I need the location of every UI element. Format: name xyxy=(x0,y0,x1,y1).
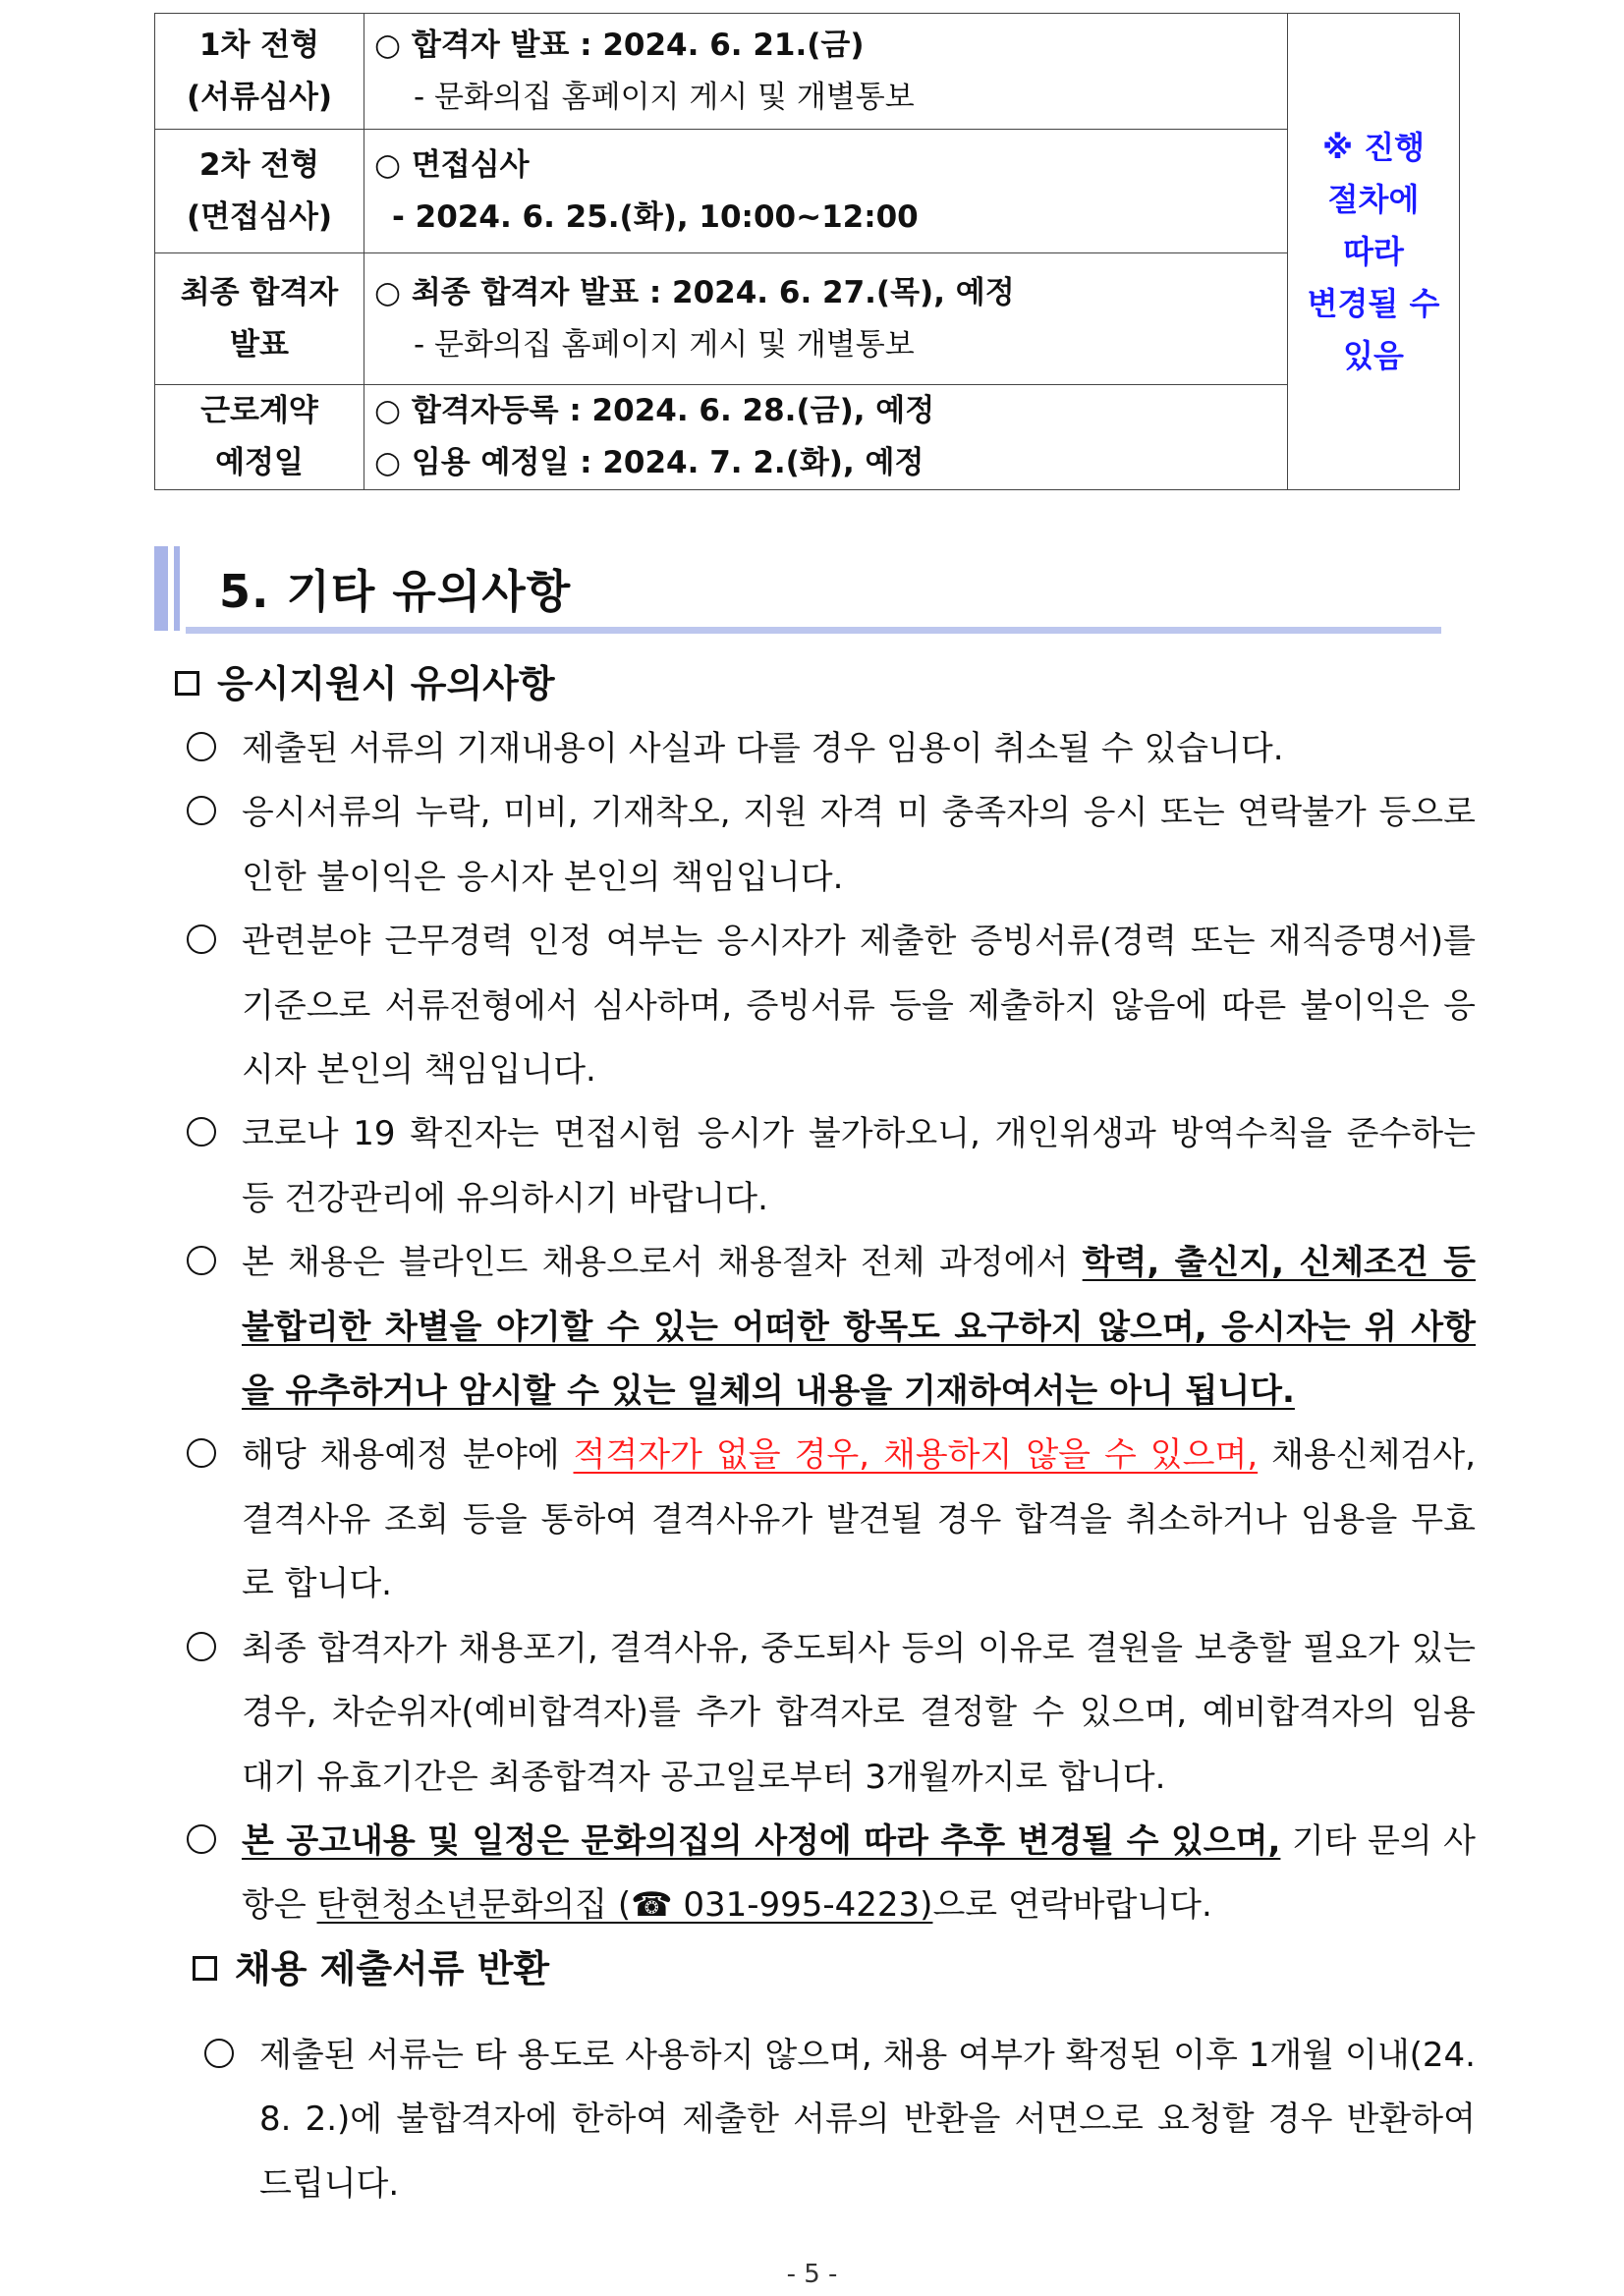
section-title: 5. 기타 유의사항 xyxy=(219,565,572,618)
stage-label: 발표 xyxy=(230,326,289,363)
table-row xyxy=(155,253,1460,385)
note-line: 있음 xyxy=(1343,336,1404,374)
list-item xyxy=(187,1102,1476,1231)
item-text: 관련분야 근무경력 인정 여부는 응시자가 제출한 증빙서류(경력 또는 재직증명서)를 기준으로 서류전형에서 심사하며, 증빙서류 등을 제출하지 않음에 따른 불이익은 응시자 본인의 책임입니다. xyxy=(242,922,1476,1091)
circle-bullet-icon xyxy=(187,1824,216,1854)
stage-label: 최종 합격자 xyxy=(180,274,339,310)
circle-bullet-icon xyxy=(187,796,216,825)
heading-accent-bar xyxy=(174,546,180,631)
item-text: 본 채용은 블라인드 채용으로서 채용절차 전체 과정에서 xyxy=(242,1243,1083,1283)
square-bullet-icon xyxy=(175,671,199,696)
circle-bullet-icon xyxy=(187,732,216,761)
detail-cell xyxy=(364,253,1288,385)
item-text: 코로나 19 확진자는 면접시험 응시가 불가하오니, 개인위생과 방역수칙을 준수하는 등 건강관리에 유의하시기 바랍니다. xyxy=(242,1114,1476,1218)
list-item xyxy=(187,910,1476,1102)
stage-label: 2차 전형 xyxy=(198,146,320,183)
detail-line: - 2024. 6. 25.(화), 10:00~12:00 xyxy=(392,198,919,235)
note-line: 절차에 xyxy=(1327,180,1420,218)
square-bullet-icon xyxy=(193,1956,217,1981)
stage-cell xyxy=(155,130,364,253)
circle-bullet-icon xyxy=(204,2039,234,2068)
item-text: 으로 연락바랍니다. xyxy=(932,1885,1212,1926)
table-row xyxy=(155,130,1460,253)
stage-cell xyxy=(155,385,364,490)
detail-line: ○ 최종 합격자 발표 : 2024. 6. 27.(목), 예정 xyxy=(374,274,1015,310)
item-text: 최종 합격자가 채용포기, 결격사유, 중도퇴사 등의 이유로 결원을 보충할 필요가 있는 경우, 차순위자(예비합격자)를 추가 합격자로 결정할 수 있으며, 예비합격자의 임용 대기 유효기간은 최종합격자 공고일로부터 3개월까지로 합니다. xyxy=(242,1628,1476,1797)
stage-label: (서류심사) xyxy=(186,79,333,115)
list-item xyxy=(187,1810,1476,1938)
list-item xyxy=(187,1424,1476,1616)
subheading-returns xyxy=(193,1938,549,1992)
stage-label: (면접심사) xyxy=(186,198,333,235)
circle-bullet-icon xyxy=(187,1632,216,1661)
list-item xyxy=(187,781,1476,910)
detail-line: ○ 임용 예정일 : 2024. 7. 2.(화), 예정 xyxy=(374,445,924,480)
stage-label: 근로계약 xyxy=(200,393,318,428)
list-item xyxy=(204,2024,1476,2216)
detail-line: ○ 합격자등록 : 2024. 6. 28.(금), 예정 xyxy=(374,393,935,428)
stage-cell xyxy=(155,253,364,385)
list-item xyxy=(187,1617,1476,1810)
detail-cell xyxy=(364,130,1288,253)
item-text: 제출된 서류는 타 용도로 사용하지 않으며, 채용 여부가 확정된 이후 1개월 이내(24. 8. 2.)에 불합격자에 한하여 제출한 서류의 반환을 서면으로 요청할 경우 반환하여 드립니다. xyxy=(259,2036,1476,2204)
item-text: 해당 채용예정 분야에 xyxy=(242,1435,574,1476)
section-heading xyxy=(154,546,1441,637)
subheading-text: 채용 제출서류 반환 xyxy=(235,1947,550,1990)
item-text: 기타 문의 사항은 xyxy=(242,1820,1476,1926)
emphasis-text: 본 공고내용 및 일정은 문화의집의 사정에 따라 추후 변경될 수 있으며, xyxy=(242,1820,1281,1861)
stage-label: 예정일 xyxy=(215,445,304,480)
item-text: 응시서류의 누락, 미비, 기재착오, 지원 자격 미 충족자의 응시 또는 연락불가 등으로 인한 불이익은 응시자 본인의 책임입니다. xyxy=(242,793,1476,897)
returns-list xyxy=(204,2024,1476,2216)
note-line: 변경될 수 xyxy=(1307,284,1440,322)
note-line: 따라 xyxy=(1343,232,1404,270)
schedule-table xyxy=(154,13,1460,490)
heading-underline xyxy=(186,627,1441,634)
item-text: 채용신체검사, 결격사유 조회 등을 통하여 결격사유가 발견될 경우 합격을 취소하거나 임용을 무효로 합니다. xyxy=(242,1435,1476,1604)
note-line: ※ 진행 xyxy=(1321,128,1426,166)
contact-info: 탄현청소년문화의집 (☎ 031-995-4223) xyxy=(316,1885,933,1926)
list-item xyxy=(187,1231,1476,1424)
circle-bullet-icon xyxy=(187,1438,216,1468)
circle-bullet-icon xyxy=(187,924,216,954)
detail-cell xyxy=(364,14,1288,130)
subheading-text: 응시지원시 유의사항 xyxy=(217,662,555,705)
schedule-note xyxy=(1288,14,1460,490)
warning-text: 적격자가 없을 경우, 채용하지 않을 수 있으며, xyxy=(573,1435,1259,1476)
detail-line: - 문화의집 홈페이지 게시 및 개별통보 xyxy=(414,79,915,115)
table-row xyxy=(155,385,1460,490)
detail-line: ○ 면접심사 xyxy=(374,146,530,183)
notice-list xyxy=(187,717,1476,1938)
table-row xyxy=(155,14,1460,130)
emphasis-text: 학력, 출신지, 신체조건 등 불합리한 차별을 야기할 수 있는 어떠한 항목도 요구하지 않으며, 응시자는 위 사항을 유추하거나 암시할 수 있는 일체의 내용을 기재하여서는 아니 됩니다. xyxy=(242,1243,1476,1412)
stage-label: 1차 전형 xyxy=(198,27,320,63)
heading-accent-bar xyxy=(154,546,168,631)
detail-line: ○ 합격자 발표 : 2024. 6. 21.(금) xyxy=(374,27,865,63)
list-item xyxy=(187,717,1476,781)
item-text: 제출된 서류의 기재내용이 사실과 다를 경우 임용이 취소될 수 있습니다. xyxy=(242,729,1284,768)
page-number: - 5 - xyxy=(786,2260,838,2289)
circle-bullet-icon xyxy=(187,1117,216,1147)
circle-bullet-icon xyxy=(187,1246,216,1275)
detail-line: - 문화의집 홈페이지 게시 및 개별통보 xyxy=(414,326,915,363)
subheading-notices xyxy=(175,653,555,707)
stage-cell xyxy=(155,14,364,130)
detail-cell xyxy=(364,385,1288,490)
